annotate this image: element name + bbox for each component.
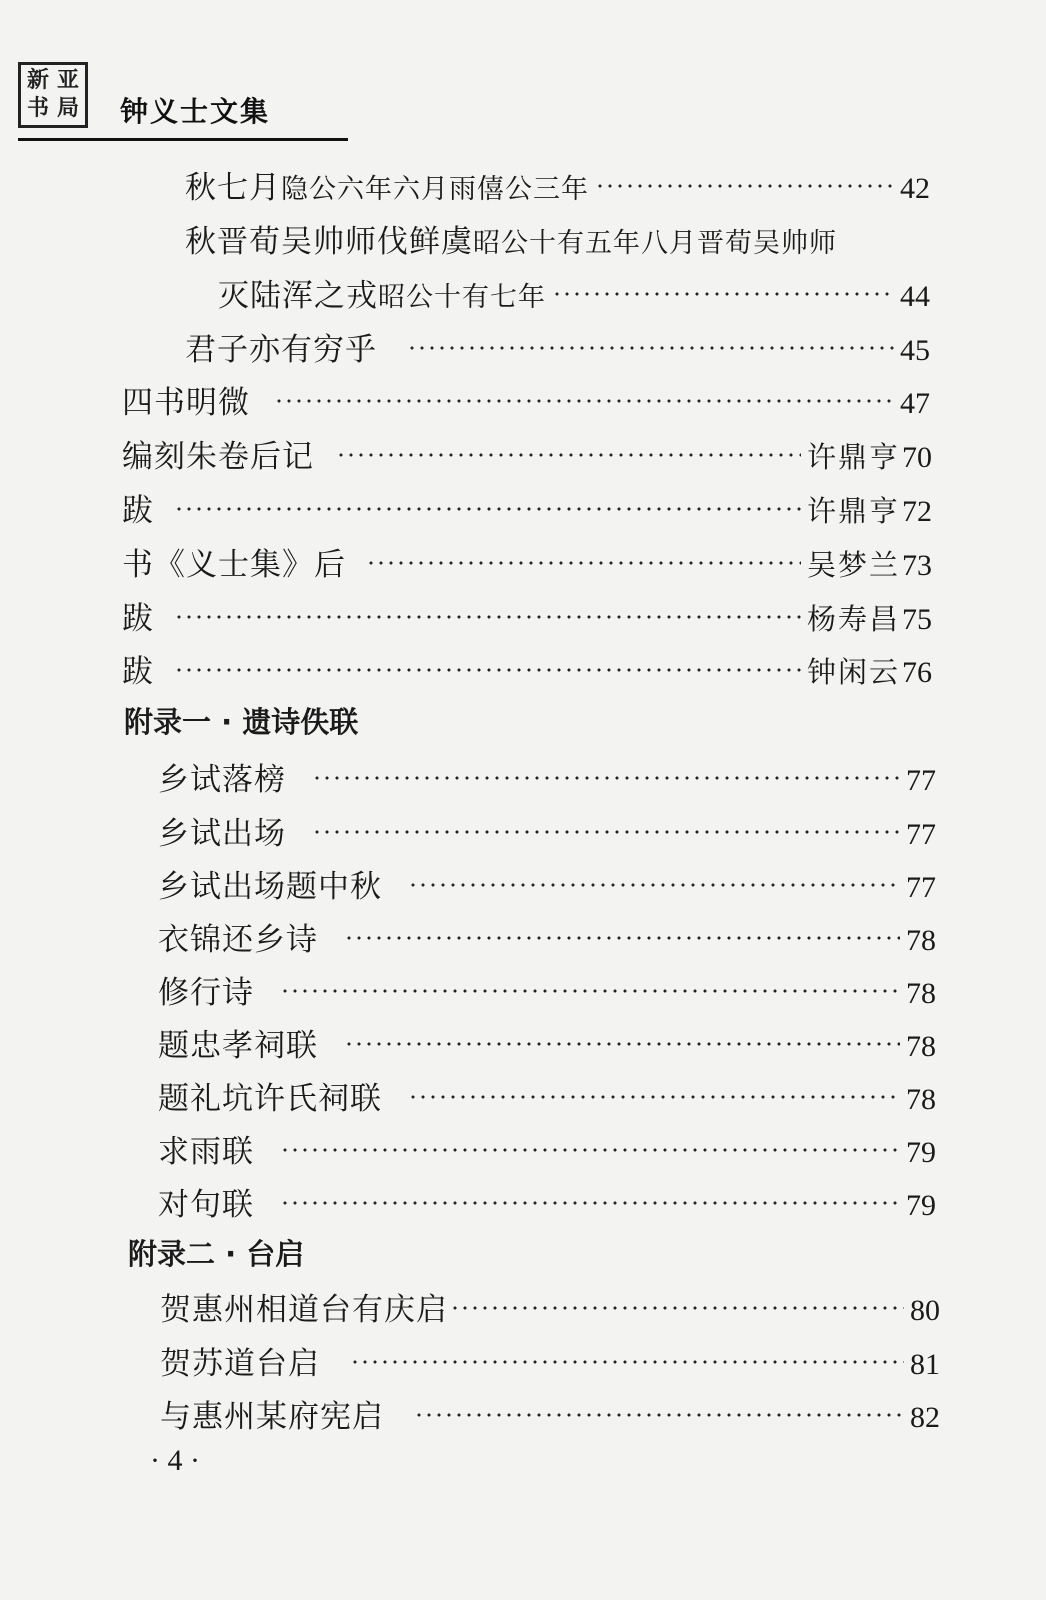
leader-dots xyxy=(414,1413,904,1417)
toc-entry[interactable] xyxy=(218,270,930,314)
leader-dots xyxy=(366,561,801,565)
leader-dots xyxy=(312,830,900,834)
leader-dots xyxy=(174,615,801,619)
toc-entry-title: 与惠州某府宪启 xyxy=(160,1399,384,1435)
toc-page-number: 77 xyxy=(906,818,936,851)
leader-dots xyxy=(280,1201,900,1205)
toc-page-number: 45 xyxy=(900,334,930,367)
toc-entry[interactable] xyxy=(158,808,936,852)
leader-dots xyxy=(407,346,894,350)
toc-entry-title: 君子亦有穷乎 xyxy=(185,332,377,368)
toc-entry[interactable] xyxy=(122,485,932,529)
toc-entry-author: 吴梦兰 xyxy=(806,548,900,582)
toc-entry[interactable] xyxy=(158,1073,936,1117)
toc-entry-title: 对句联 xyxy=(158,1187,254,1223)
leader-dots xyxy=(552,292,894,296)
leader-dots xyxy=(408,883,900,887)
toc-page-number: 77 xyxy=(906,764,936,797)
toc-entry[interactable] xyxy=(185,216,837,261)
toc-entry-author: 杨寿昌 xyxy=(806,602,900,636)
book-title: 钟义士文集 xyxy=(120,95,271,128)
running-header xyxy=(18,58,348,144)
toc-page-number: 72 xyxy=(902,495,932,528)
toc-entry-subtitle: 昭公十有五年八月晋荀吴帅师 xyxy=(473,228,837,259)
toc-page-number: 78 xyxy=(906,1083,936,1116)
toc-page-number: 47 xyxy=(900,387,930,420)
toc-entry-title: 灭陆浑之戎昭公十有七年 xyxy=(218,278,546,314)
toc-page-number: 70 xyxy=(902,441,932,474)
seal-char: 书 xyxy=(26,96,49,121)
toc-page-number: 78 xyxy=(906,977,936,1010)
toc-entry[interactable] xyxy=(160,1338,940,1382)
leader-dots xyxy=(344,936,900,940)
toc-entry-title: 编刻朱卷后记 xyxy=(122,439,314,475)
leader-dots xyxy=(408,1095,900,1099)
toc-entry[interactable] xyxy=(158,754,936,798)
leader-dots xyxy=(350,1360,904,1364)
header-rule xyxy=(18,138,348,141)
toc-page-number: 81 xyxy=(910,1348,940,1381)
toc-entry[interactable] xyxy=(160,1284,940,1328)
toc-page-number: 78 xyxy=(906,924,936,957)
toc-entry[interactable] xyxy=(158,1020,936,1064)
publisher-seal-logo xyxy=(18,62,88,128)
toc-entry-title: 题礼坑许氏祠联 xyxy=(158,1081,382,1117)
toc-entry[interactable] xyxy=(158,1126,936,1170)
leader-dots xyxy=(280,1148,900,1152)
leader-dots xyxy=(312,776,900,780)
toc-entry-title: 秋七月隐公六年六月雨僖公三年 xyxy=(185,170,589,206)
toc-entry-title: 乡试出场题中秋 xyxy=(158,869,382,905)
toc-entry[interactable] xyxy=(185,324,930,368)
toc-entry-author: 钟闲云 xyxy=(806,655,900,689)
toc-entry-title: 修行诗 xyxy=(158,975,254,1011)
toc-entry[interactable] xyxy=(185,162,930,206)
toc-entry-title: 求雨联 xyxy=(158,1134,254,1170)
toc-entry-title: 书《义士集》后 xyxy=(122,547,346,583)
toc-entry[interactable] xyxy=(122,377,930,421)
toc-entry[interactable] xyxy=(158,914,936,958)
toc-page-number: 42 xyxy=(900,172,930,205)
toc-entry-title: 跋 xyxy=(122,601,154,637)
toc-entry-title: 乡试出场 xyxy=(158,816,286,852)
toc-entry-title: 跋 xyxy=(122,493,154,529)
toc-entry[interactable] xyxy=(122,646,932,690)
toc-page-number: 78 xyxy=(906,1030,936,1063)
toc-page-number: 75 xyxy=(902,603,932,636)
toc-page-number: 79 xyxy=(906,1136,936,1169)
toc-entry[interactable] xyxy=(158,967,936,1011)
toc-entry[interactable] xyxy=(158,1179,936,1223)
seal-char: 新 xyxy=(26,68,49,93)
toc-entry[interactable] xyxy=(122,539,932,583)
page-folio: · 4 · xyxy=(150,1444,200,1477)
leader-dots xyxy=(595,184,894,188)
leader-dots xyxy=(336,453,801,457)
toc-entry[interactable] xyxy=(160,1391,940,1435)
toc-page-number: 79 xyxy=(906,1189,936,1222)
toc-entry-author: 许鼎亨 xyxy=(806,494,900,528)
toc-page-number: 82 xyxy=(910,1401,940,1434)
toc-entry-title: 题忠孝祠联 xyxy=(158,1028,318,1064)
toc-page-number: 44 xyxy=(900,280,930,313)
toc-entry-author: 许鼎亨 xyxy=(806,440,900,474)
toc-entry-title: 衣锦还乡诗 xyxy=(158,922,318,958)
appendix-heading[interactable]: 附录二 · 台启 xyxy=(128,1237,305,1271)
toc-entry-title: 贺苏道台启 xyxy=(160,1346,320,1382)
leader-dots xyxy=(174,507,801,511)
leader-dots xyxy=(274,399,894,403)
toc-entry[interactable] xyxy=(122,593,932,637)
leader-dots xyxy=(174,668,801,672)
leader-dots xyxy=(280,989,900,993)
toc-entry[interactable] xyxy=(122,431,932,475)
toc-entry[interactable] xyxy=(158,861,936,905)
toc-entry-title: 乡试落榜 xyxy=(158,762,286,798)
toc-page-number: 80 xyxy=(910,1294,940,1327)
leader-dots xyxy=(344,1042,900,1046)
seal-char: 局 xyxy=(56,96,79,121)
toc-entry-title: 贺惠州相道台有庆启 xyxy=(160,1292,448,1328)
toc-entry-title: 秋晋荀吴帅师伐鲜虞 xyxy=(185,224,473,260)
appendix-heading[interactable]: 附录一 · 遗诗佚联 xyxy=(124,705,359,739)
toc-page-number: 77 xyxy=(906,871,936,904)
toc-page-number: 73 xyxy=(902,549,932,582)
leader-dots xyxy=(450,1306,904,1310)
toc-entry-title: 四书明微 xyxy=(122,385,250,421)
seal-char: 亚 xyxy=(56,68,79,93)
toc-page-number: 76 xyxy=(902,656,932,689)
toc-entry-title: 跋 xyxy=(122,654,154,690)
